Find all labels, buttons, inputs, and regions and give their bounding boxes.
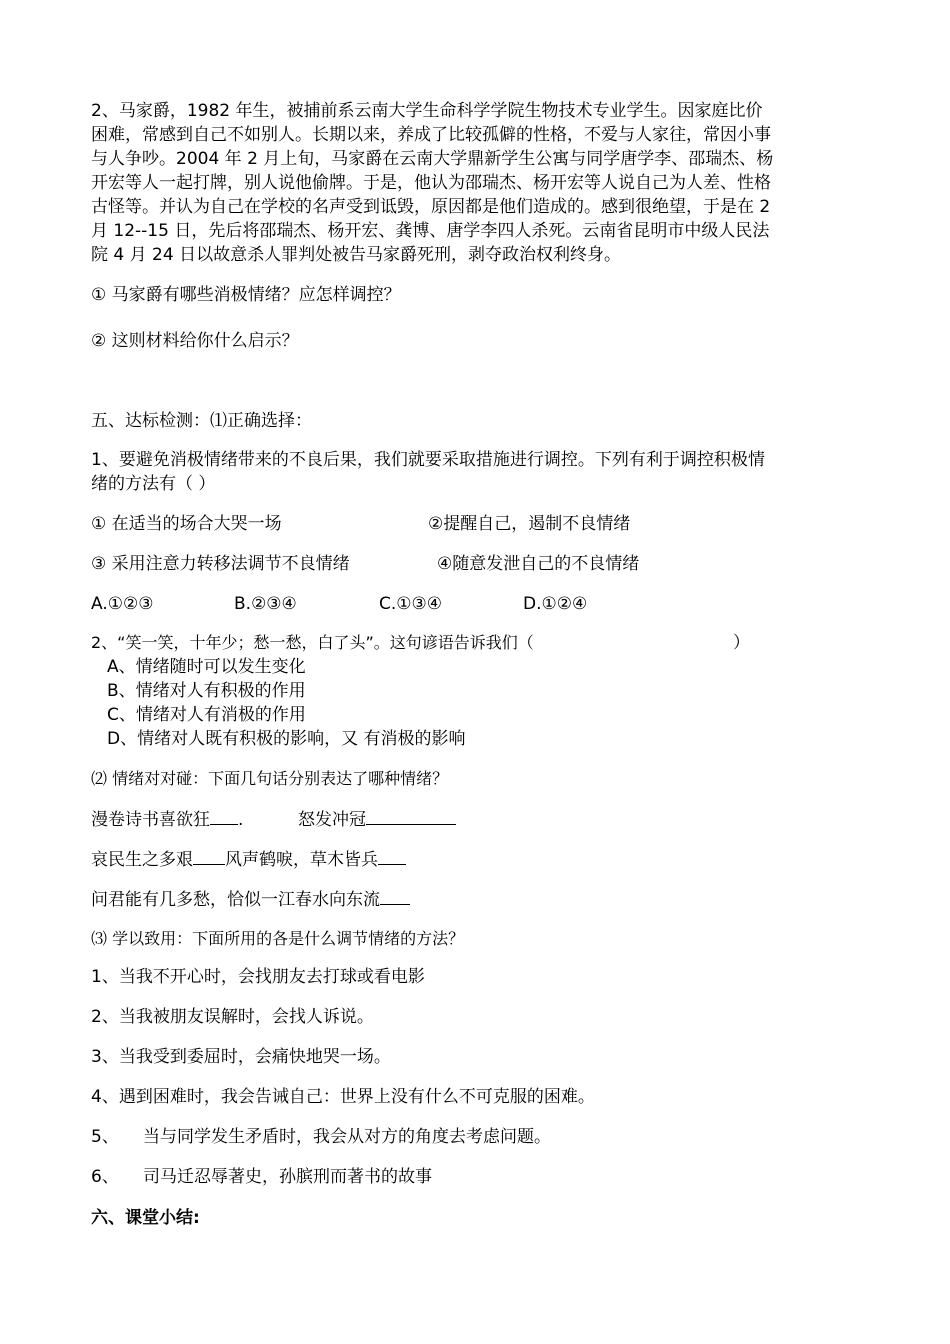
match-phrase-3: 哀民生之多艰 <box>91 850 193 870</box>
paragraph-line: 困难，常感到自己不如别人。长期以来，养成了比较孤僻的性格，不爱与人家往，常因小事 <box>91 125 771 145</box>
case-question-1: ① 马家爵有哪些消极情绪？应怎样调控？ <box>91 285 401 305</box>
match-line-5 <box>91 886 410 912</box>
section-5-heading: 五、达标检测：⑴正确选择： <box>91 411 312 431</box>
apply-item-1: 1、当我不开心时，会找朋友去打球或看电影 <box>91 967 425 987</box>
mc1-option-3: ③ 采用注意力转移法调节不良情绪 <box>91 554 350 574</box>
case-material-paragraph <box>91 99 863 267</box>
apply-item-5-text: 当与同学发生矛盾时，我会从对方的角度去考虑问题。 <box>143 1127 551 1147</box>
apply-item-5-number: 5、 <box>91 1127 119 1147</box>
mc1-option-1: ① 在适当的场合大哭一场 <box>91 514 282 534</box>
part-3-heading: ⑶ 学以致用：下面所用的各是什么调节情绪的方法？ <box>91 929 465 948</box>
mc2-choice-d: D、情绪对人既有积极的影响，又 有消极的影响 <box>107 729 466 749</box>
apply-item-4: 4、遇到困难时，我会告诫自己：世界上没有什么不可克服的困难。 <box>91 1087 595 1107</box>
mc1-option-4: ④随意发泄自己的不良情绪 <box>437 554 640 574</box>
paragraph-line: 月 12--15 日，先后将邵瑞杰、杨开宏、龚博、唐学李四人杀死。云南省昆明市中级人民法 <box>91 221 770 241</box>
match-phrase-4: 风声鹤唳，草木皆兵 <box>225 850 378 870</box>
paragraph-line: 古怪等。并认为自己在学校的名声受到诋毁，原因都是他们造成的。感到很绝望，于是在 2 <box>91 197 771 217</box>
case-question-2: ② 这则材料给你什么启示？ <box>91 331 299 351</box>
match-line-2 <box>298 806 456 832</box>
apply-item-6-text: 司马迁忍辱著史，孙膑刑而著书的故事 <box>143 1167 432 1187</box>
match-phrase-1: 漫卷诗书喜欲狂 <box>91 810 210 830</box>
paragraph-line: 院 4 月 24 日以故意杀人罪判处被告马家爵死刑，剥夺政治权利终身。 <box>91 245 622 265</box>
mc2-choice-b: B、情绪对人有积极的作用 <box>107 681 306 701</box>
answer-blank[interactable] <box>193 846 225 865</box>
paragraph-line: 2、马家爵，1982 年生，被捕前系云南大学生命科学学院生物技术专业学生。因家庭比价 <box>91 101 763 121</box>
mc1-stem-line-1: 1、要避免消极情绪带来的不良后果，我们就要采取措施进行调控。下列有利于调控积极情 <box>91 450 765 470</box>
part-2-heading: ⑵ 情绪对对碰：下面几句话分别表达了哪种情绪？ <box>91 769 449 788</box>
mc1-choice-d: D.①②④ <box>523 594 588 614</box>
answer-blank[interactable] <box>366 806 456 825</box>
paragraph-line: 开宏等人一起打牌，别人说他偷牌。于是，他认为邵瑞杰、杨开宏等人说自己为人差、性格 <box>91 173 771 193</box>
match-phrase-5: 问君能有几多愁，恰似一江春水向东流 <box>91 890 380 910</box>
mc2-choice-c: C、情绪对人有消极的作用 <box>107 705 306 725</box>
match-tail: . <box>238 810 244 830</box>
answer-blank[interactable] <box>380 886 410 905</box>
answer-blank[interactable] <box>210 806 238 825</box>
apply-item-3: 3、当我受到委屈时，会痛快地哭一场。 <box>91 1047 391 1067</box>
apply-item-6-number: 6、 <box>91 1167 119 1187</box>
apply-item-2: 2、当我被朋友误解时，会找人诉说。 <box>91 1007 374 1027</box>
paragraph-line: 与人争吵。2004 年 2 月上旬，马家爵在云南大学鼎新学生公寓与同学唐学李、邵瑞杰、杨 <box>91 149 774 169</box>
section-6-heading: 六、课堂小结: <box>91 1208 200 1228</box>
mc1-option-2: ②提醒自己，遏制不良情绪 <box>428 514 631 534</box>
match-phrase-2: 怒发冲冠 <box>298 810 366 830</box>
mc1-stem-line-2: 绪的方法有（ ） <box>91 474 216 494</box>
mc1-choice-b: B.②③④ <box>234 594 297 614</box>
mc1-choice-a: A.①②③ <box>91 594 154 614</box>
mc2-choice-a: A、情绪随时可以发生变化 <box>107 657 306 677</box>
answer-blank[interactable] <box>378 846 406 865</box>
mc2-stem-close: ） <box>733 633 750 653</box>
match-line-1 <box>91 806 243 832</box>
mc2-stem: 2、“笑一笑，十年少；愁一愁，白了头”。这句谚语告诉我们（ <box>91 633 534 652</box>
match-line-3 <box>91 846 406 872</box>
mc1-choice-c: C.①③④ <box>379 594 442 614</box>
